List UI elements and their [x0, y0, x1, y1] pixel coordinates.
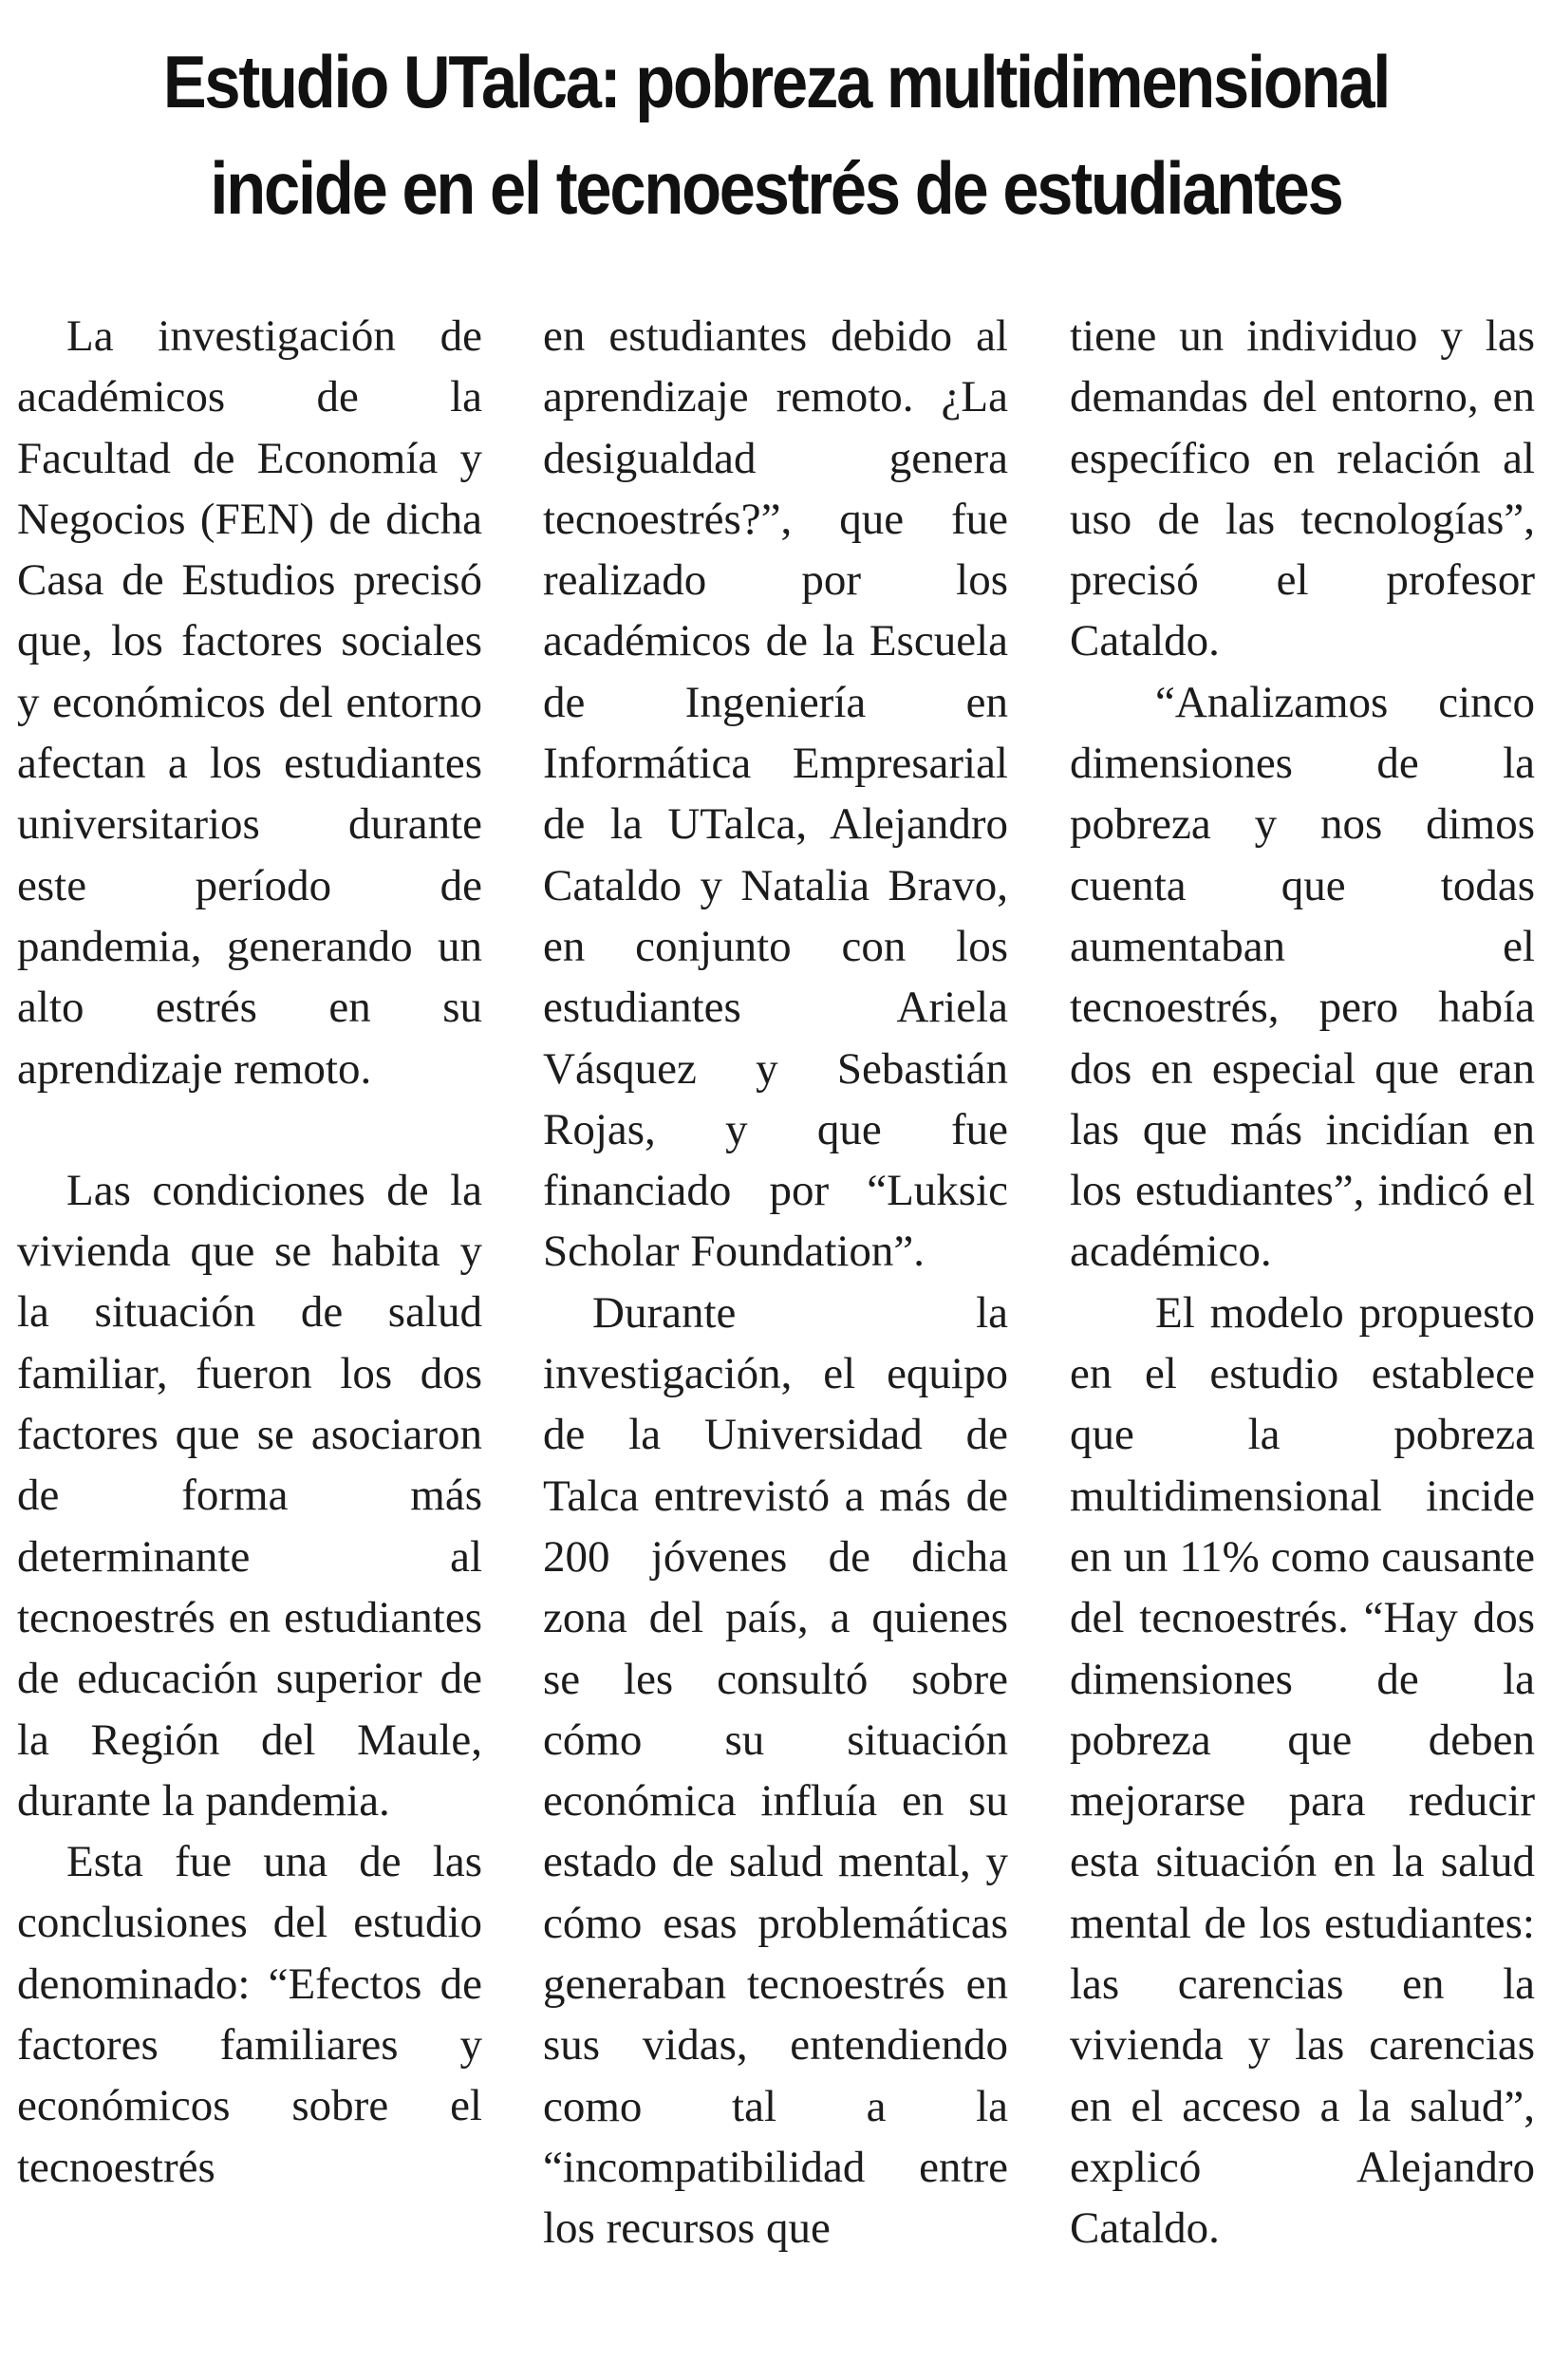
column-1-paragraph-1: La investigación de académicos de la Facultad de Economía y Negocios (FEN) de dicha Casa de Estudios precisó que, los factores sociales y económicos del entorno afectan a los estudiantes universitarios durante este período de pandemia, generando un alto estrés en su aprendizaje remoto. [17, 311, 482, 1094]
column-3-paragraph-1: tiene un individuo y las demandas del entorno, en específico en relación al uso de las tecnologías”, precisó el profesor Cataldo. [1070, 311, 1535, 666]
article-headline [93, 28, 1459, 241]
article-column-2 [543, 306, 1008, 2259]
column-3-paragraph-3: El modelo propuesto en el estudio establece que la pobreza multidimensional incide en un 11% como causante del tecnoestrés. “Hay dos dimensiones de la pobreza que deben mejorarse para reducir esta situación en la salud mental de los estudiantes: las carencias en la vivienda y las carencias en el acceso a la salud”, explicó Alejandro Cataldo. [1070, 1287, 1535, 2254]
article-column-1 [17, 306, 482, 2198]
column-1-paragraph-2: Las condiciones de la vivienda que se habita y la situación de salud familiar, fueron los dos factores que se asociaron de forma más determinante al tecnoestrés en estudiantes de educación superior de la Región del Maule, durante la pandemia. [17, 1165, 482, 1826]
headline-line-2: incide en el tecnoestrés de estudiantes [210, 146, 1342, 230]
column-3-paragraph-2: “Analizamos cinco dimensiones de la pobreza y nos dimos cuenta que todas aumentaban el tecnoestrés, pero había dos en especial que eran las que más incidían en los estudiantes”, indicó el académico. [1070, 677, 1535, 1277]
column-2-paragraph-1: en estudiantes debido al aprendizaje remoto. ¿La desigualdad genera tecnoestrés?”, que fue realizado por los académicos de la Escuela de Ingeniería en Informática Empresarial de la UTalca, Alejandro Cataldo y Natalia Bravo, en conjunto con los estudiantes Ariela Vásquez y Sebastián Rojas, y que fue financiado por “Luksic Scholar Foundation”. [543, 311, 1008, 1277]
column-1-paragraph-3: Esta fue una de las conclusiones del estudio denominado: “Efectos de factores familiares y económicos sobre el tecnoestrés [17, 1837, 482, 2192]
headline-line-1: Estudio UTalca: pobreza multidimensional [162, 40, 1390, 123]
article-column-3 [1070, 306, 1535, 2259]
column-2-paragraph-2: Durante la investigación, el equipo de la Universidad de Talca entrevistó a más de 200 jóvenes de dicha zona del país, a quienes se les consultó sobre cómo su situación económica influía en su estado de salud mental, y cómo esas problemáticas generaban tecnoestrés en sus vidas, entendiendo como tal a la “incompatibilidad entre los recursos que [543, 1287, 1008, 2254]
